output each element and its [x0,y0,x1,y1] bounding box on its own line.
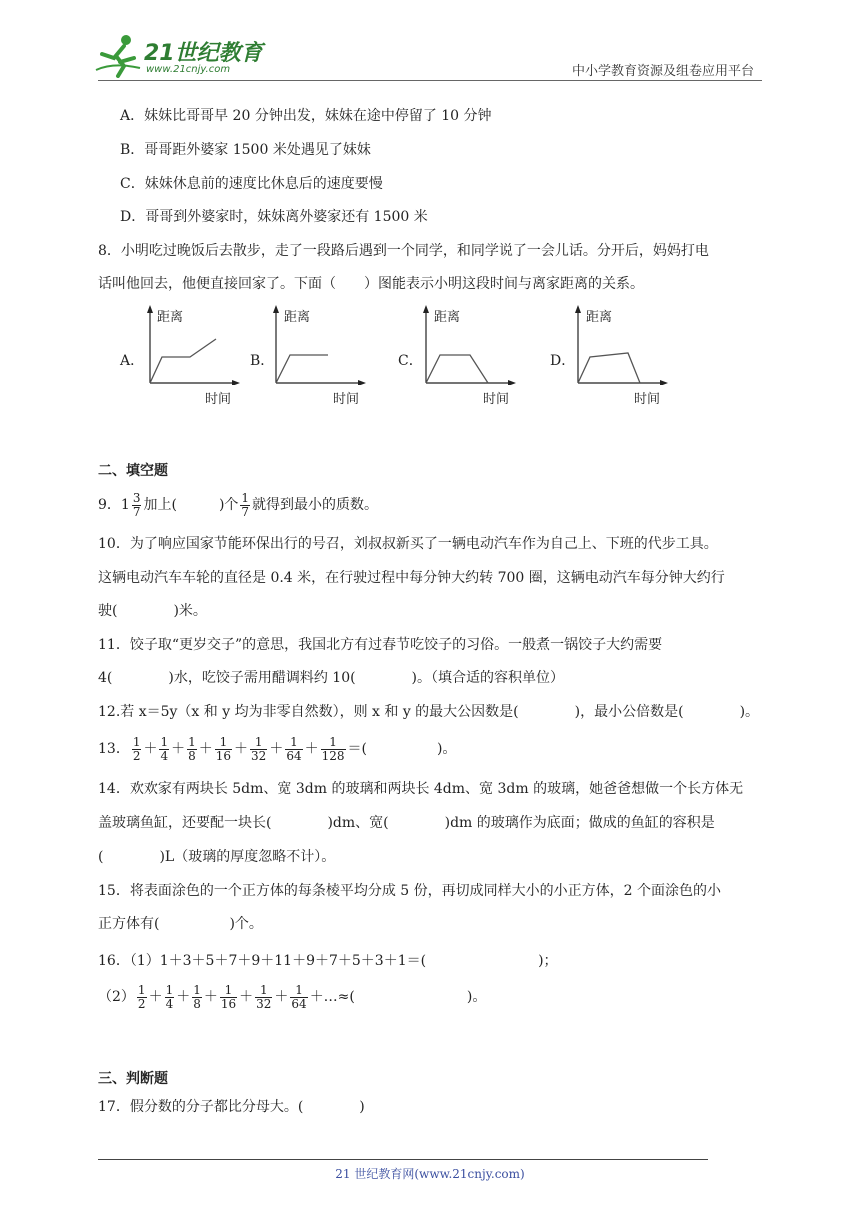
q10-line1: 10．为了响应国家节能环保出行的号召，刘叔叔新买了一辆电动汽车作为自己上、下班的代步工具。 [98,536,718,552]
header-right-text: 中小学教育资源及组卷应用平台 [572,64,755,79]
section-3-heading: 三、判断题 [98,1071,168,1087]
q9-mid: 加上( )个 [143,497,239,513]
section-2-heading: 二、填空题 [98,463,168,479]
q16-frac: $\frac{1}{4}$ [165,982,174,1011]
q13-frac: $\frac{1}{8}$ [188,734,196,763]
q16-part2-prefix: （2） [98,989,135,1005]
graph-d-yaxis: 距离 [586,310,613,325]
q14-line1: 14．欢欢家有两块长 5dm、宽 3dm 的玻璃和两块长 4dm、宽 3dm 的玻璃，她爸爸想做一个长方体无 [98,781,744,797]
q8-line1: 8．小明吃过晚饭后去散步，走了一段路后遇到一个同学，和同学说了一会儿话。分开后，妈妈打电 [98,243,709,259]
q16-part2-end: ＋…≈( )。 [309,989,487,1005]
graph-b-xaxis: 时间 [333,392,360,407]
q13-frac: $\frac{1}{16}$ [215,734,232,763]
q16-frac: $\frac{1}{2}$ [137,982,146,1011]
q7-option-b: B．哥哥距外婆家 1500 米处遇见了妹妹 [120,142,371,158]
q9-whole: 1 [120,497,130,513]
q15-line1: 15．将表面涂色的一个正方体的每条棱平均分成 5 份，再切成同样大小的小正方体，2 个面涂色的小 [98,883,721,899]
graph-a-label: A． [120,353,145,369]
q16-frac: $\frac{1}{16}$ [220,982,237,1011]
q9 [98,490,378,520]
q16-frac: $\frac{1}{32}$ [256,982,272,1011]
q13-frac: $\frac{1}{32}$ [251,734,267,763]
graph-a-xaxis: 时间 [205,392,232,407]
graph-b [268,305,368,385]
q15-line2: 正方体有( )个。 [98,916,263,932]
q9-frac2: $\frac{1}{7}$ [241,490,250,519]
q13-frac: $\frac{1}{64}$ [286,734,302,763]
q13-end: ＝( )。 [347,741,457,757]
graph-a-yaxis: 距离 [157,310,184,325]
q10-line3: 驶( )米。 [98,603,207,619]
graph-d-xaxis: 时间 [634,392,661,407]
q11-line1: 11．饺子取“更岁交子”的意思，我国北方有过春节吃饺子的习俗。一般煮一锅饺子大约需要 [98,637,663,653]
q8-line2: 话叫他回去，他便直接回家了。下面（ ）图能表示小明这段时间与离家距离的关系。 [98,276,644,292]
graph-b-label: B． [250,353,275,369]
q16-part1: 16．（1）1＋3＋5＋7＋9＋11＋9＋7＋5＋3＋1＝( )； [98,953,558,969]
q16-part2: （2） $\frac{1}{2}$ ＋ $\frac{1}{4}$ ＋ $\frac{1}{8}$ ＋ $\frac{1}{16}$ ＋ $\frac{1}{32}$ ＋ $\frac{1}{64}$ ＋…≈( )。 [98,982,487,1011]
header-rule [98,80,762,81]
logo-main-text: 21世纪教育 [144,41,263,66]
graph-c-label: C． [398,353,423,369]
graph-c-xaxis: 时间 [483,392,510,407]
q13-frac: $\frac{1}{128}$ [321,734,345,763]
q13-num: 13． [98,741,130,757]
q9-end: 就得到最小的质数。 [252,497,379,513]
q9-frac1: $\frac{3}{7}$ [132,490,141,519]
graph-d-label: D． [550,353,576,369]
runner-logo-icon [94,32,144,78]
q13-frac: $\frac{1}{4}$ [160,734,169,763]
q11-line2: 4( )水，吃饺子需用醋调料约 10( )。（填合适的容积单位） [98,670,565,686]
q13-frac: $\frac{1}{2}$ [132,734,141,763]
q9-num: 9． [98,497,121,513]
q14-line3: ( )L（玻璃的厚度忽略不计）。 [98,849,336,865]
footer-text: 21 世纪教育网(www.21cnjy.com) [335,1167,525,1181]
header-logo [94,32,264,80]
q7-option-d: D．哥哥到外婆家时，妹妹离外婆家还有 1500 米 [120,209,428,225]
q7-option-a: A．妹妹比哥哥早 20 分钟出发，妹妹在途中停留了 10 分钟 [120,108,492,124]
graph-b-yaxis: 距离 [284,310,311,325]
q16-frac: $\frac{1}{8}$ [193,982,201,1011]
q13: 13． $\frac{1}{2}$ ＋ $\frac{1}{4}$ ＋ $\frac{1}{8}$ ＋ $\frac{1}{16}$ ＋ $\frac{1}{32}$ ＋ $\frac{1}{64}$ ＋ $\frac{1}{128}$ ＝( )。 [98,734,457,763]
footer-rule [98,1159,708,1160]
graph-d [570,305,670,385]
q7-option-c: C．妹妹休息前的速度比休息后的速度要慢 [120,176,383,192]
q17: 17．假分数的分子都比分母大。( ) [98,1099,365,1115]
q14-line2: 盖玻璃鱼缸，还要配一块长( )dm、宽( )dm 的玻璃作为底面；做成的鱼缸的容积是 [98,815,715,831]
q12: 12.若 x＝5y（x 和 y 均为非零自然数），则 x 和 y 的最大公因数是( )，最小公倍数是( )。 [98,704,760,720]
q16-frac: $\frac{1}{64}$ [291,982,307,1011]
graph-c [418,305,518,385]
q10-line2: 这辆电动汽车车轮的直径是 0.4 米，在行驶过程中每分钟大约转 700 圈，这辆电动汽车每分钟大约行 [98,570,725,586]
graph-c-yaxis: 距离 [434,310,461,325]
logo-url-text: www.21cnjy.com [146,64,231,75]
